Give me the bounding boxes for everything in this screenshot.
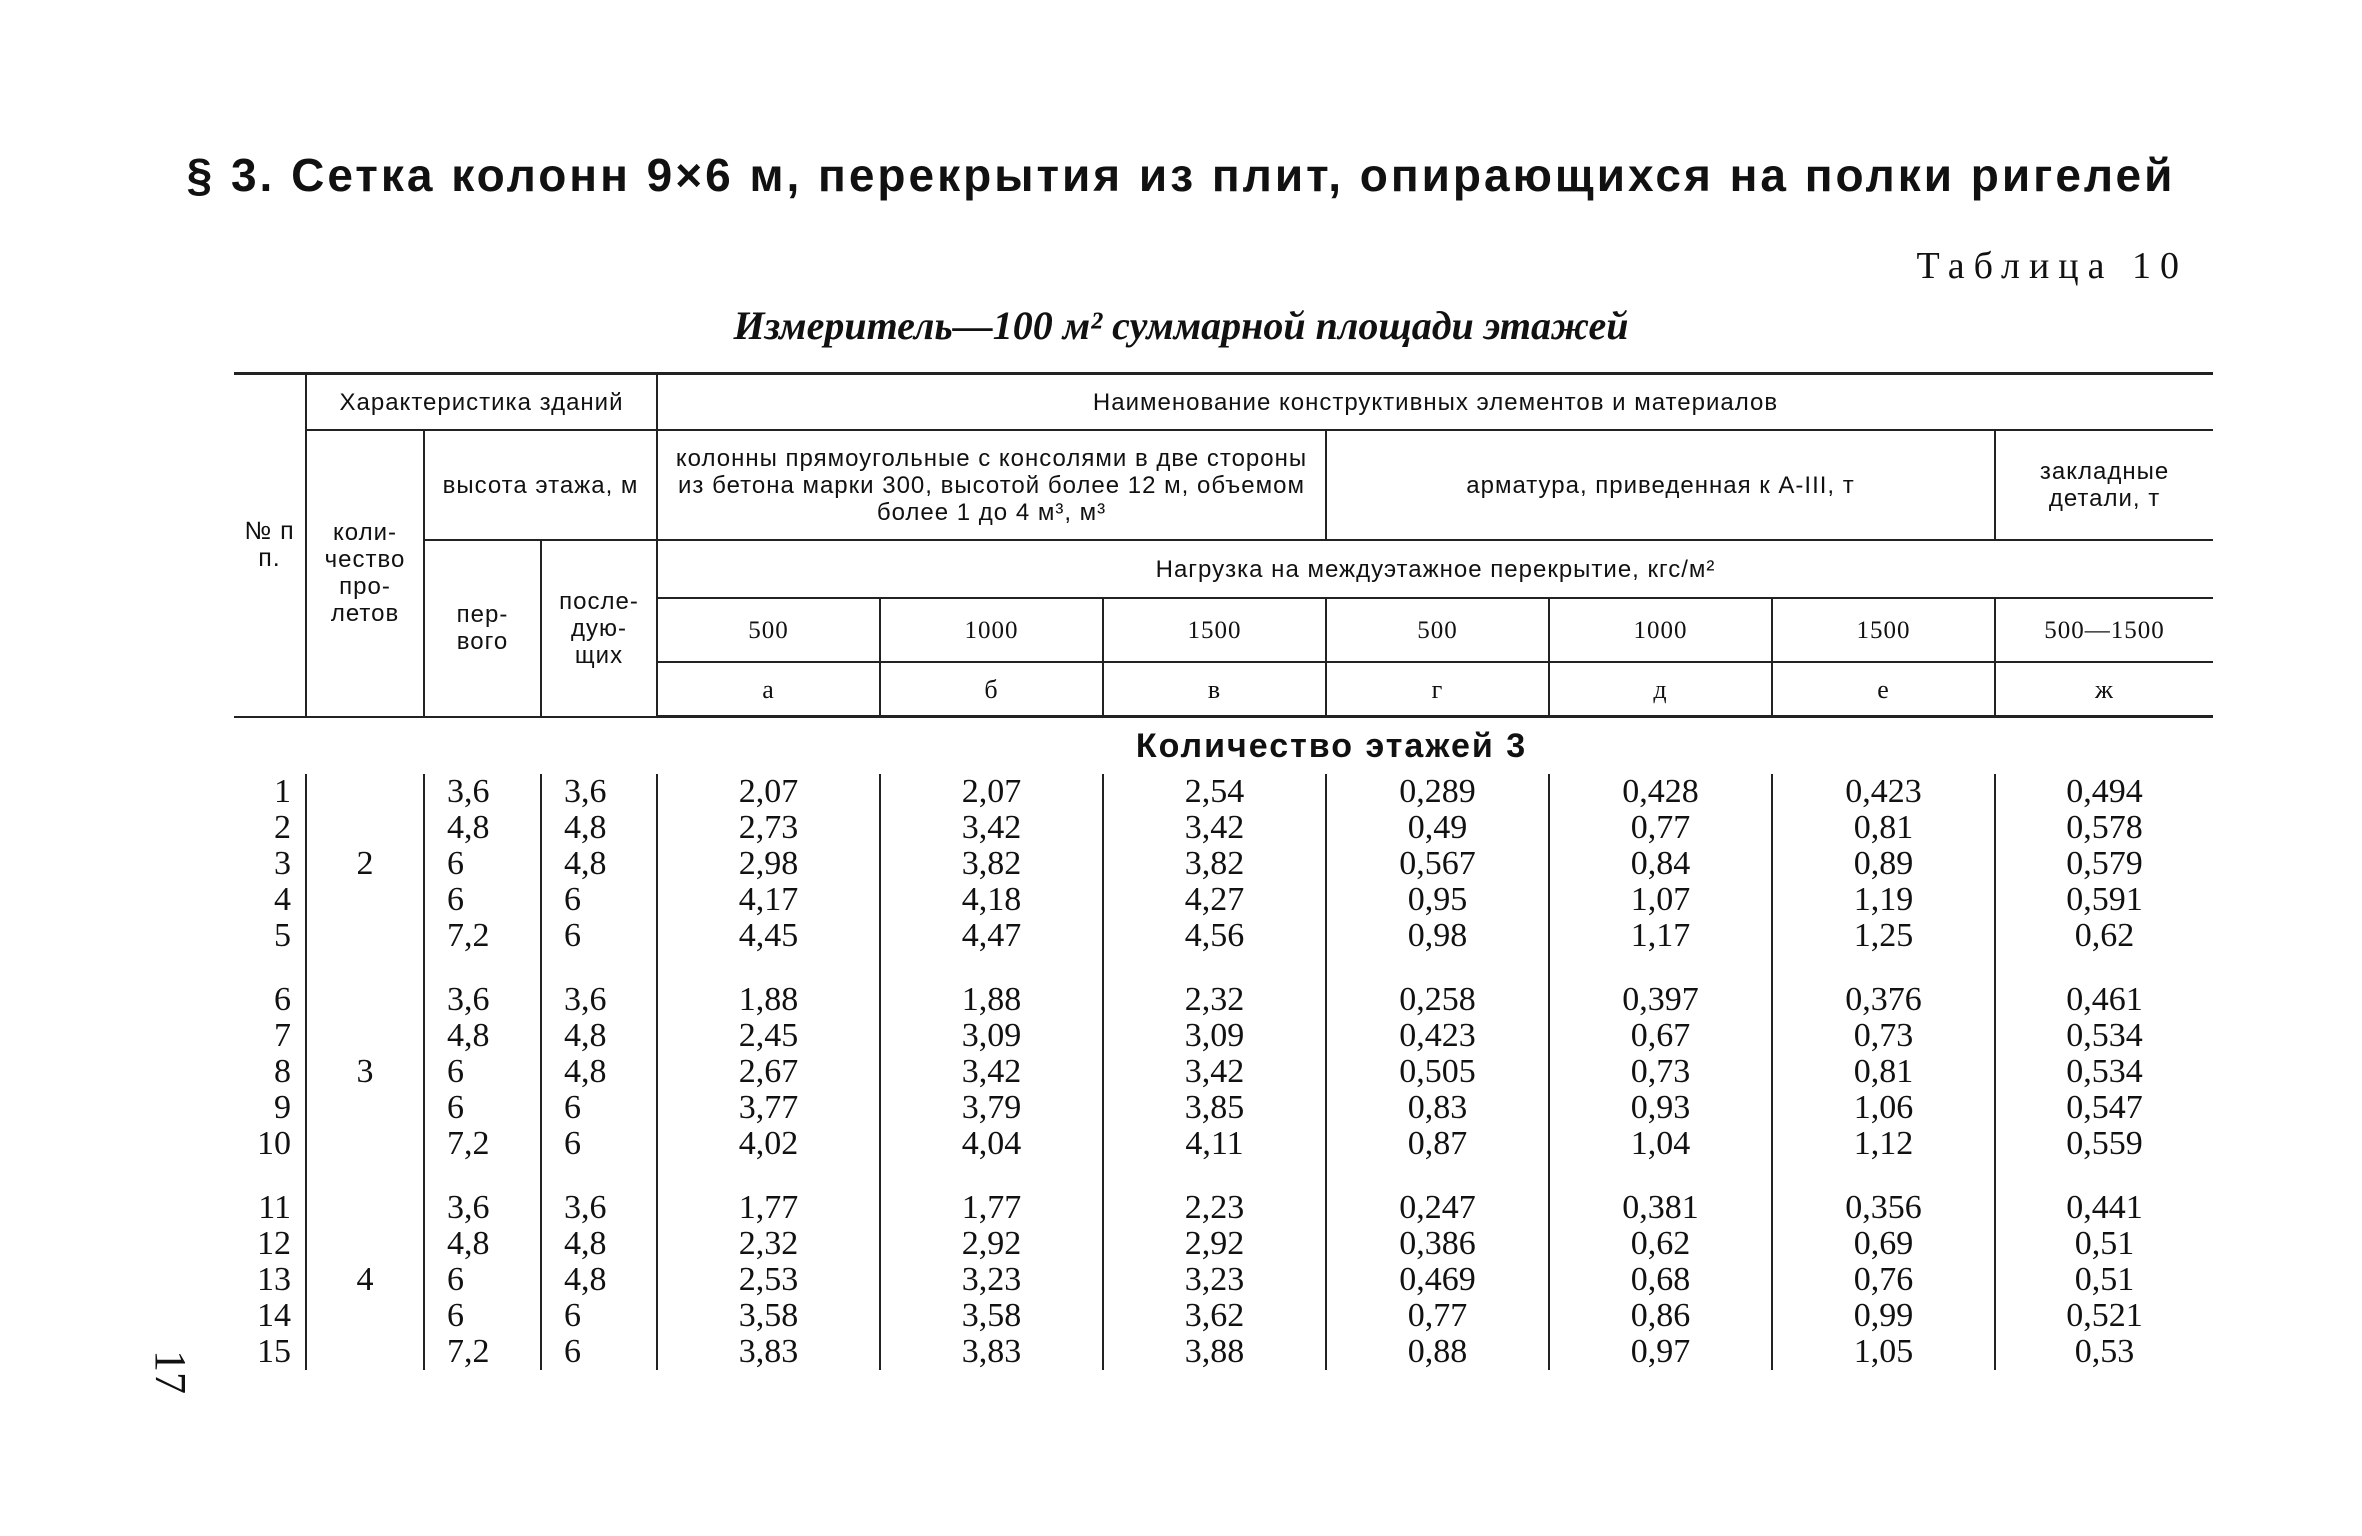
value-cell: 1,06 xyxy=(1772,1090,1995,1126)
header-load-value: 1500 xyxy=(1103,598,1326,662)
value-cell: 0,559 xyxy=(1995,1126,2213,1162)
table-row xyxy=(234,774,2213,810)
value-cell: 3,83 xyxy=(880,1334,1103,1370)
spacer-cell xyxy=(424,954,541,982)
value-cell: 1,07 xyxy=(1549,882,1772,918)
value-cell: 0,86 xyxy=(1549,1298,1772,1334)
next-floor-height: 6 xyxy=(541,882,657,918)
spacer-cell xyxy=(1103,954,1326,982)
next-floor-height: 3,6 xyxy=(541,774,657,810)
header-first-floor: пер-вого xyxy=(424,540,541,717)
table-row xyxy=(234,810,2213,846)
value-cell: 2,92 xyxy=(880,1226,1103,1262)
group-spacer xyxy=(234,1162,2213,1190)
value-cell: 1,25 xyxy=(1772,918,1995,954)
data-table xyxy=(234,372,2213,1370)
value-cell: 0,578 xyxy=(1995,810,2213,846)
value-cell: 3,42 xyxy=(1103,1054,1326,1090)
value-cell: 2,53 xyxy=(657,1262,880,1298)
value-cell: 0,76 xyxy=(1772,1262,1995,1298)
value-cell: 0,77 xyxy=(1549,810,1772,846)
value-cell: 1,77 xyxy=(880,1190,1103,1226)
value-cell: 4,02 xyxy=(657,1126,880,1162)
next-floor-height: 4,8 xyxy=(541,846,657,882)
spacer-cell xyxy=(424,1162,541,1190)
next-floor-height: 4,8 xyxy=(541,1226,657,1262)
value-cell: 0,461 xyxy=(1995,982,2213,1018)
value-cell: 0,494 xyxy=(1995,774,2213,810)
value-cell: 0,428 xyxy=(1549,774,1772,810)
header-columns: колонны прямоугольные с консолями в две стороны из бетона марки 300, высотой более 12 м, объемом более 1 до 4 м³, м³ xyxy=(657,430,1326,540)
row-number: 4 xyxy=(274,881,291,918)
row-number: 15 xyxy=(257,1333,291,1370)
value-cell: 4,18 xyxy=(880,882,1103,918)
group-title: Количество этажей 3 xyxy=(1135,727,1528,765)
first-floor-height: 6 xyxy=(424,1262,541,1298)
spacer-cell xyxy=(1995,954,2213,982)
header-next-floors: после-дую-щих xyxy=(541,540,657,717)
value-cell: 0,67 xyxy=(1549,1018,1772,1054)
value-cell: 0,62 xyxy=(1549,1226,1772,1262)
table-row xyxy=(234,1298,2213,1334)
spacer-cell xyxy=(1772,1162,1995,1190)
spacer-cell xyxy=(234,1162,306,1190)
row-number: 6 xyxy=(274,981,291,1018)
spacer-cell xyxy=(306,1162,424,1190)
table-row xyxy=(234,1262,2213,1298)
value-cell: 0,77 xyxy=(1326,1298,1549,1334)
value-cell: 0,49 xyxy=(1326,810,1549,846)
value-cell: 0,89 xyxy=(1772,846,1995,882)
row-number: 5 xyxy=(274,917,291,954)
first-floor-height: 4,8 xyxy=(424,1018,541,1054)
value-cell: 3,23 xyxy=(880,1262,1103,1298)
spacer-cell xyxy=(1995,1162,2213,1190)
value-cell: 0,505 xyxy=(1326,1054,1549,1090)
spans-cell: 2 xyxy=(306,774,424,954)
row-number: 3 xyxy=(274,845,291,882)
header-load-value: 500—1500 xyxy=(1995,598,2213,662)
value-cell: 3,42 xyxy=(880,1054,1103,1090)
value-cell: 0,62 xyxy=(1995,918,2213,954)
value-cell: 0,469 xyxy=(1326,1262,1549,1298)
header-building-characteristics: Характеристика зданий xyxy=(306,374,657,431)
value-cell: 0,534 xyxy=(1995,1054,2213,1090)
value-cell: 0,81 xyxy=(1772,1054,1995,1090)
value-cell: 3,83 xyxy=(657,1334,880,1370)
value-cell: 0,247 xyxy=(1326,1190,1549,1226)
table-body xyxy=(234,717,2213,1371)
header-letter: д xyxy=(1549,662,1772,717)
value-cell: 2,07 xyxy=(657,774,880,810)
value-cell: 4,17 xyxy=(657,882,880,918)
value-cell: 2,23 xyxy=(1103,1190,1326,1226)
value-cell: 1,88 xyxy=(880,982,1103,1018)
header-letter: в xyxy=(1103,662,1326,717)
value-cell: 3,58 xyxy=(880,1298,1103,1334)
value-cell: 0,386 xyxy=(1326,1226,1549,1262)
value-cell: 4,47 xyxy=(880,918,1103,954)
value-cell: 0,534 xyxy=(1995,1018,2213,1054)
table-row xyxy=(234,1190,2213,1226)
first-floor-height: 4,8 xyxy=(424,1226,541,1262)
next-floor-height: 3,6 xyxy=(541,1190,657,1226)
spacer-cell xyxy=(306,954,424,982)
value-cell: 2,73 xyxy=(657,810,880,846)
spacer-cell xyxy=(880,1162,1103,1190)
first-floor-height: 3,6 xyxy=(424,982,541,1018)
value-cell: 3,85 xyxy=(1103,1090,1326,1126)
header-letter: ж xyxy=(1995,662,2213,717)
value-cell: 1,05 xyxy=(1772,1334,1995,1370)
table-row xyxy=(234,982,2213,1018)
value-cell: 0,53 xyxy=(1995,1334,2213,1370)
first-floor-height: 7,2 xyxy=(424,1126,541,1162)
value-cell: 0,397 xyxy=(1549,982,1772,1018)
value-cell: 4,27 xyxy=(1103,882,1326,918)
value-cell: 0,73 xyxy=(1549,1054,1772,1090)
first-floor-height: 4,8 xyxy=(424,810,541,846)
value-cell: 0,356 xyxy=(1772,1190,1995,1226)
value-cell: 0,84 xyxy=(1549,846,1772,882)
spacer-cell xyxy=(1772,954,1995,982)
first-floor-height: 6 xyxy=(424,1090,541,1126)
header-load-value: 1000 xyxy=(880,598,1103,662)
table-row xyxy=(234,1090,2213,1126)
header-letter: б xyxy=(880,662,1103,717)
value-cell: 3,82 xyxy=(880,846,1103,882)
first-floor-height: 3,6 xyxy=(424,774,541,810)
value-cell: 3,09 xyxy=(1103,1018,1326,1054)
header-load-value: 1500 xyxy=(1772,598,1995,662)
row-number: 2 xyxy=(274,809,291,846)
value-cell: 0,95 xyxy=(1326,882,1549,918)
table-row xyxy=(234,1226,2213,1262)
value-cell: 0,69 xyxy=(1772,1226,1995,1262)
next-floor-height: 3,6 xyxy=(541,982,657,1018)
value-cell: 0,579 xyxy=(1995,846,2213,882)
first-floor-height: 3,6 xyxy=(424,1190,541,1226)
spacer-cell xyxy=(1326,1162,1549,1190)
first-floor-height: 6 xyxy=(424,846,541,882)
page-number: 17 xyxy=(146,1350,195,1394)
first-floor-height: 7,2 xyxy=(424,1334,541,1370)
first-floor-height: 6 xyxy=(424,882,541,918)
value-cell: 0,51 xyxy=(1995,1226,2213,1262)
header-embedded: закладные детали, т xyxy=(1995,430,2213,540)
value-cell: 0,567 xyxy=(1326,846,1549,882)
value-cell: 3,88 xyxy=(1103,1334,1326,1370)
first-floor-height: 6 xyxy=(424,1298,541,1334)
row-number: 11 xyxy=(258,1189,291,1226)
value-cell: 1,19 xyxy=(1772,882,1995,918)
value-cell: 1,17 xyxy=(1549,918,1772,954)
header-letter: г xyxy=(1326,662,1549,717)
value-cell: 4,45 xyxy=(657,918,880,954)
header-load-value: 1000 xyxy=(1549,598,1772,662)
row-number: 12 xyxy=(257,1225,291,1262)
spacer-cell xyxy=(657,1162,880,1190)
value-cell: 0,423 xyxy=(1772,774,1995,810)
value-cell: 3,77 xyxy=(657,1090,880,1126)
header-load: Нагрузка на междуэтажное перекрытие, кгс/м² xyxy=(657,540,2213,598)
value-cell: 0,441 xyxy=(1995,1190,2213,1226)
value-cell: 1,04 xyxy=(1549,1126,1772,1162)
value-cell: 0,88 xyxy=(1326,1334,1549,1370)
next-floor-height: 4,8 xyxy=(541,1262,657,1298)
value-cell: 1,88 xyxy=(657,982,880,1018)
table-label: Таблица 10 xyxy=(1916,245,2188,287)
value-cell: 2,92 xyxy=(1103,1226,1326,1262)
spans-cell: 3 xyxy=(306,982,424,1162)
value-cell: 3,42 xyxy=(880,810,1103,846)
value-cell: 2,32 xyxy=(1103,982,1326,1018)
value-cell: 2,45 xyxy=(657,1018,880,1054)
next-floor-height: 6 xyxy=(541,1090,657,1126)
next-floor-height: 4,8 xyxy=(541,1054,657,1090)
value-cell: 3,58 xyxy=(657,1298,880,1334)
value-cell: 0,87 xyxy=(1326,1126,1549,1162)
value-cell: 3,42 xyxy=(1103,810,1326,846)
value-cell: 3,82 xyxy=(1103,846,1326,882)
unit-note: Измеритель—100 м² суммарной площади этажей xyxy=(733,303,1629,348)
value-cell: 0,93 xyxy=(1549,1090,1772,1126)
value-cell: 0,81 xyxy=(1772,810,1995,846)
header-letter: е xyxy=(1772,662,1995,717)
table-row xyxy=(234,1126,2213,1162)
spans-cell: 4 xyxy=(306,1190,424,1370)
table-row xyxy=(234,918,2213,954)
first-floor-height: 7,2 xyxy=(424,918,541,954)
row-number: 10 xyxy=(257,1125,291,1162)
row-number: 8 xyxy=(274,1053,291,1090)
group-spacer xyxy=(234,954,2213,982)
value-cell: 4,11 xyxy=(1103,1126,1326,1162)
row-number: 1 xyxy=(274,773,291,810)
header-load-value: 500 xyxy=(657,598,880,662)
value-cell: 3,79 xyxy=(880,1090,1103,1126)
spacer-cell xyxy=(880,954,1103,982)
header-floor-height: высота этажа, м xyxy=(424,430,657,540)
value-cell: 4,04 xyxy=(880,1126,1103,1162)
header-load-value: 500 xyxy=(1326,598,1549,662)
value-cell: 1,12 xyxy=(1772,1126,1995,1162)
spacer-cell xyxy=(234,954,306,982)
value-cell: 0,98 xyxy=(1326,918,1549,954)
value-cell: 0,521 xyxy=(1995,1298,2213,1334)
next-floor-height: 6 xyxy=(541,1126,657,1162)
value-cell: 0,51 xyxy=(1995,1262,2213,1298)
header-elements: Наименование конструктивных элементов и материалов xyxy=(657,374,2213,431)
table-row xyxy=(234,882,2213,918)
value-cell: 3,09 xyxy=(880,1018,1103,1054)
next-floor-height: 6 xyxy=(541,1334,657,1370)
row-number: 7 xyxy=(274,1017,291,1054)
spacer-cell xyxy=(541,1162,657,1190)
page-title: § 3. Сетка колонн 9×6 м, перекрытия из плит, опирающихся на полки ригелей xyxy=(186,149,2176,201)
next-floor-height: 4,8 xyxy=(541,810,657,846)
value-cell: 0,381 xyxy=(1549,1190,1772,1226)
spacer-cell xyxy=(1103,1162,1326,1190)
next-floor-height: 6 xyxy=(541,918,657,954)
value-cell: 1,77 xyxy=(657,1190,880,1226)
value-cell: 0,547 xyxy=(1995,1090,2213,1126)
header-spans: коли-чество про-летов xyxy=(306,430,424,717)
header-letter: а xyxy=(657,662,880,717)
header-rebar: арматура, приведенная к А-III, т xyxy=(1326,430,1995,540)
value-cell: 2,54 xyxy=(1103,774,1326,810)
value-cell: 2,67 xyxy=(657,1054,880,1090)
spacer-cell xyxy=(1549,954,1772,982)
spacer-cell xyxy=(657,954,880,982)
next-floor-height: 6 xyxy=(541,1298,657,1334)
value-cell: 3,23 xyxy=(1103,1262,1326,1298)
value-cell: 0,376 xyxy=(1772,982,1995,1018)
row-number: 9 xyxy=(274,1089,291,1126)
value-cell: 0,68 xyxy=(1549,1262,1772,1298)
next-floor-height: 4,8 xyxy=(541,1018,657,1054)
table-row xyxy=(234,846,2213,882)
table-row xyxy=(234,1018,2213,1054)
value-cell: 2,07 xyxy=(880,774,1103,810)
value-cell: 0,99 xyxy=(1772,1298,1995,1334)
value-cell: 3,62 xyxy=(1103,1298,1326,1334)
value-cell: 4,56 xyxy=(1103,918,1326,954)
spacer-cell xyxy=(541,954,657,982)
value-cell: 0,97 xyxy=(1549,1334,1772,1370)
spacer-cell xyxy=(1549,1162,1772,1190)
value-cell: 0,289 xyxy=(1326,774,1549,810)
value-cell: 0,73 xyxy=(1772,1018,1995,1054)
first-floor-height: 6 xyxy=(424,1054,541,1090)
value-cell: 0,258 xyxy=(1326,982,1549,1018)
header-number: № п п. xyxy=(234,374,306,717)
value-cell: 0,423 xyxy=(1326,1018,1549,1054)
row-number: 13 xyxy=(257,1261,291,1298)
value-cell: 2,98 xyxy=(657,846,880,882)
value-cell: 0,83 xyxy=(1326,1090,1549,1126)
spacer-cell xyxy=(1326,954,1549,982)
row-number: 14 xyxy=(257,1297,291,1334)
table-row xyxy=(234,1334,2213,1370)
table-row xyxy=(234,1054,2213,1090)
value-cell: 0,591 xyxy=(1995,882,2213,918)
value-cell: 2,32 xyxy=(657,1226,880,1262)
